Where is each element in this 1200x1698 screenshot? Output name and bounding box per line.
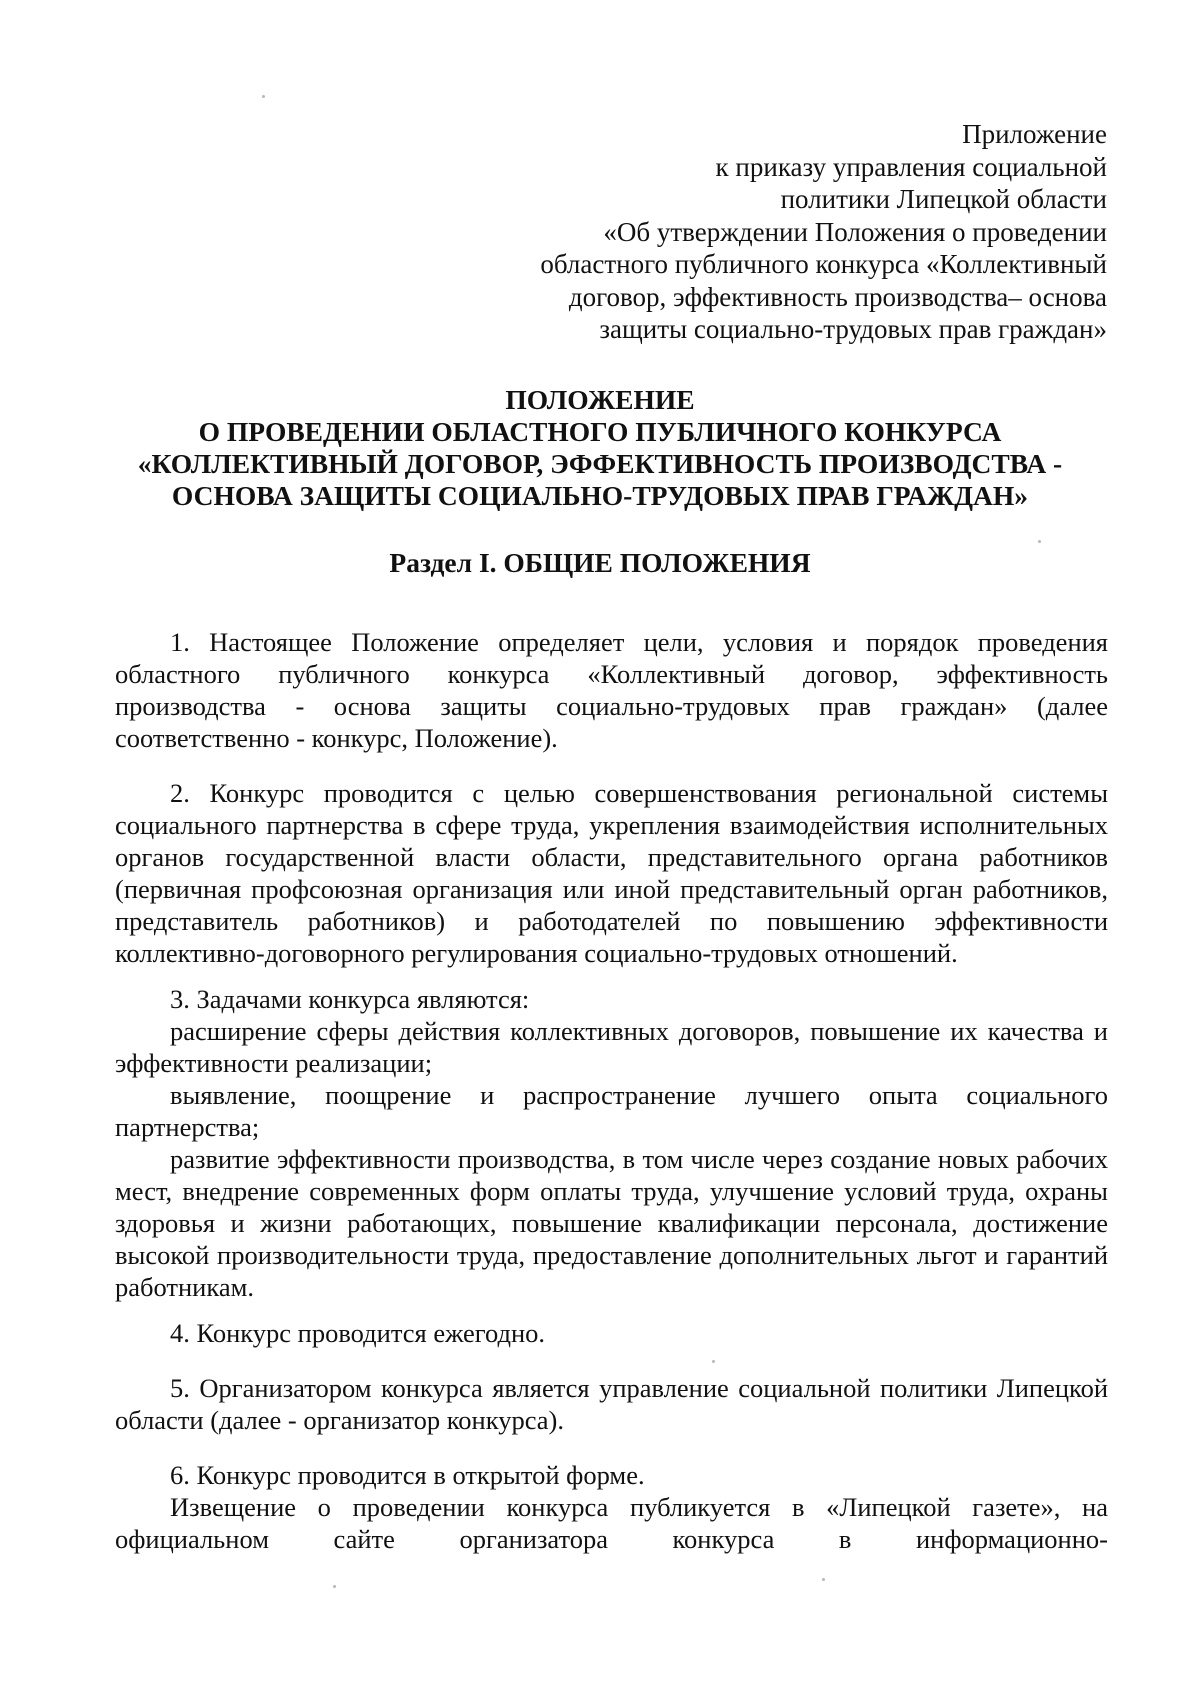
scan-speck [712, 1360, 715, 1363]
title-line: ОСНОВА ЗАЩИТЫ СОЦИАЛЬНО-ТРУДОВЫХ ПРАВ ГРАЖДАН» [171, 480, 1029, 511]
title-line: О ПРОВЕДЕНИИ ОБЛАСТНОГО ПУБЛИЧНОГО КОНКУРСА [198, 416, 1002, 447]
document-title [100, 384, 1100, 512]
appendix-line: областного публичного конкурса «Коллективный [540, 249, 1107, 279]
paragraph-2: 2. Конкурс проводится с целью совершенствования региональной системы социального партнерства в сфере труда, укрепления взаимодействия исполнительных органов государственной власти области, представительного органа работников (первичная профсоюзная организация или иной представительный орган работников, представитель работников) и работодателей по повышению эффективности коллективно-договорного регулирования социально-трудовых отношений. [115, 778, 1108, 968]
paragraph-3: 3. Задачами конкурса являются: [170, 984, 530, 1014]
scan-speck [262, 95, 265, 98]
paragraph-3-item-3: развитие эффективности производства, в том числе через создание новых рабочих мест, внедрение современных форм оплаты труда, улучшение условий труда, охраны здоровья и жизни работающих, повышение квалификации персонала, достижение высокой производительности труда, предоставление дополнительных льгот и гарантий работникам. [115, 1144, 1108, 1302]
paragraph-3-item-1: расширение сферы действия коллективных договоров, повышение их качества и эффективности реализации; [115, 1016, 1108, 1078]
paragraph-3-item-2: выявление, поощрение и распространение лучшего опыта социального партнерства; [115, 1080, 1108, 1142]
section-heading: Раздел I. ОБЩИЕ ПОЛОЖЕНИЯ [389, 547, 811, 578]
scan-speck [333, 1585, 336, 1588]
title-line: «КОЛЛЕКТИВНЫЙ ДОГОВОР, ЭФФЕКТИВНОСТЬ ПРОИЗВОДСТВА - [137, 448, 1063, 479]
paragraph-6: 6. Конкурс проводится в открытой форме. [170, 1460, 645, 1490]
appendix-line: Приложение [962, 119, 1107, 149]
scan-speck [1038, 540, 1041, 543]
paragraph-4: 4. Конкурс проводится ежегодно. [170, 1318, 546, 1348]
appendix-line: политики Липецкой области [780, 184, 1107, 214]
appendix-block [467, 118, 1107, 346]
document-body [115, 626, 1108, 1555]
appendix-line: договор, эффективность производства– основа [568, 281, 1107, 312]
title-line: ПОЛОЖЕНИЕ [505, 384, 695, 415]
appendix-line: защиты социально-трудовых прав граждан» [599, 314, 1107, 344]
appendix-line: «Об утверждении Положения о проведении [603, 216, 1107, 247]
paragraph-1: 1. Настоящее Положение определяет цели, условия и порядок проведения областного публичного конкурса «Коллективный договор, эффективность производства - основа защиты социально-трудовых прав граждан» (далее соответственно - конкурс, Положение). [115, 627, 1108, 753]
appendix-line: к приказу управления социальной [715, 151, 1107, 182]
paragraph-5: 5. Организатором конкурса является управление социальной политики Липецкой области (далее - организатор конкурса). [115, 1373, 1108, 1435]
paragraph-6-notice: Извещение о проведении конкурса публикуется в «Липецкой газете», на официальном сайте организатора конкурса в информационно- [115, 1492, 1108, 1554]
scan-speck [822, 1578, 825, 1581]
